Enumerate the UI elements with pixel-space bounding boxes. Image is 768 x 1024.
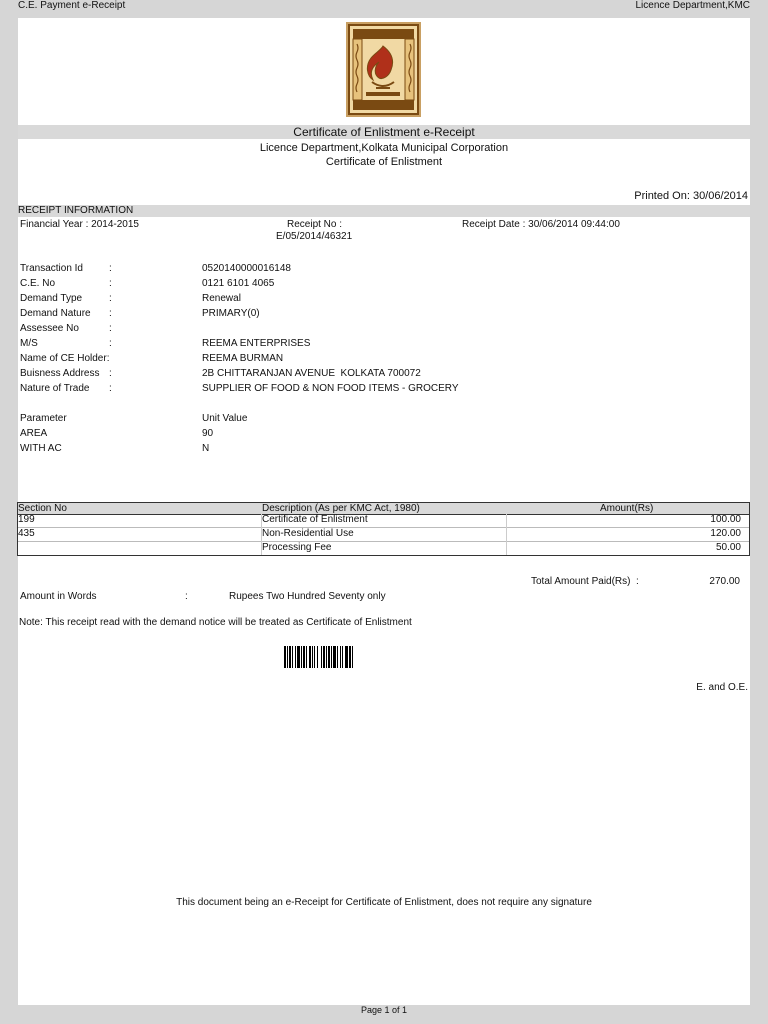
parameter-header-label: Parameter [20,413,67,424]
amount-cell: 120.00 [710,528,741,539]
detail-label: Name of CE Holder: [20,353,110,364]
detail-label: Transaction Id [20,263,83,274]
parameter-label: AREA [20,428,48,439]
detail-label: Buisness Address [20,368,100,379]
errors-omissions-note: E. and O.E. [696,682,748,693]
ce-no-value: 0121 6101 4065 [202,278,275,289]
printed-on: Printed On: 30/06/2014 [634,190,748,202]
transaction-id-value: 0520140000016148 [202,263,291,274]
section-cell: 199 [18,514,35,525]
section-cell: 435 [18,528,35,539]
document-subtitle-department: Licence Department,Kolkata Municipal Corporation [259,142,509,154]
detail-label: Demand Nature [20,308,91,319]
detail-separator: : [109,323,112,334]
detail-separator: : [109,368,112,379]
receipt-note: Note: This receipt read with the demand notice will be treated as Certificate of Enlistment [19,617,412,628]
amount-in-words-label: Amount in Words [20,591,97,602]
amount-cell: 50.00 [715,542,741,553]
column-header-description: Description (As per KMC Act, 1980) [262,503,420,514]
parameter-label: WITH AC [20,443,62,454]
business-address-value: 2B CHITTARANJAN AVENUE KOLKATA 700072 [202,368,421,379]
receipt-date: Receipt Date : 30/06/2014 09:44:00 [462,219,620,230]
ce-holder-value: REEMA BURMAN [202,353,284,364]
header-left: C.E. Payment e-Receipt [18,0,126,11]
column-divider [261,514,262,555]
detail-separator: : [109,293,112,304]
description-cell: Non-Residential Use [262,528,354,539]
detail-label: Demand Type [20,293,83,304]
detail-separator: : [109,308,112,319]
detail-label: Assessee No [20,323,79,334]
receipt-info-heading: RECEIPT INFORMATION [18,205,134,216]
detail-separator: : [109,263,112,274]
parameter-header-value: Unit Value [202,413,248,424]
total-amount-value: 270.00 [709,576,740,587]
detail-separator: : [109,278,112,289]
nature-of-trade-value: SUPPLIER OF FOOD & NON FOOD ITEMS - GROCERY [202,383,459,394]
table-row [18,514,749,528]
demand-type-value: Renewal [202,293,241,304]
kmc-emblem-icon [346,22,421,117]
detail-label: M/S [20,338,38,349]
document-title: Certificate of Enlistment e-Receipt [293,125,475,139]
detail-label: C.E. No [20,278,56,289]
parameter-value: 90 [202,428,214,439]
barcode-icon [284,646,380,668]
description-cell: Certificate of Enlistment [262,514,368,525]
detail-label: Nature of Trade [20,383,90,394]
description-cell: Processing Fee [262,542,332,553]
amount-in-words-separator: : [185,591,188,602]
parameter-value: N [202,443,210,454]
header-right: Licence Department,KMC [635,0,750,11]
financial-year: Financial Year : 2014-2015 [20,219,139,230]
ms-value: REEMA ENTERPRISES [202,338,311,349]
table-row [18,542,749,555]
column-header-section: Section No [18,503,67,514]
demand-nature-value: PRIMARY(0) [202,308,260,319]
column-divider [506,514,507,555]
column-header-amount: Amount(Rs) [600,503,654,514]
amount-in-words-value: Rupees Two Hundred Seventy only [229,591,386,602]
signature-note: This document being an e-Receipt for Certificate of Enlistment, does not require any signature [176,897,592,908]
page-number: Page 1 of 1 [360,1005,408,1015]
detail-separator: : [109,383,112,394]
document-subtitle-certificate: Certificate of Enlistment [325,156,443,168]
fee-table [17,502,750,556]
detail-separator: : [109,338,112,349]
total-amount-label: Total Amount Paid(Rs) : [531,576,639,587]
receipt-no: E/05/2014/46321 [276,231,353,242]
amount-cell: 100.00 [710,514,741,525]
receipt-no-label: Receipt No : [287,219,343,230]
table-row [18,528,749,542]
